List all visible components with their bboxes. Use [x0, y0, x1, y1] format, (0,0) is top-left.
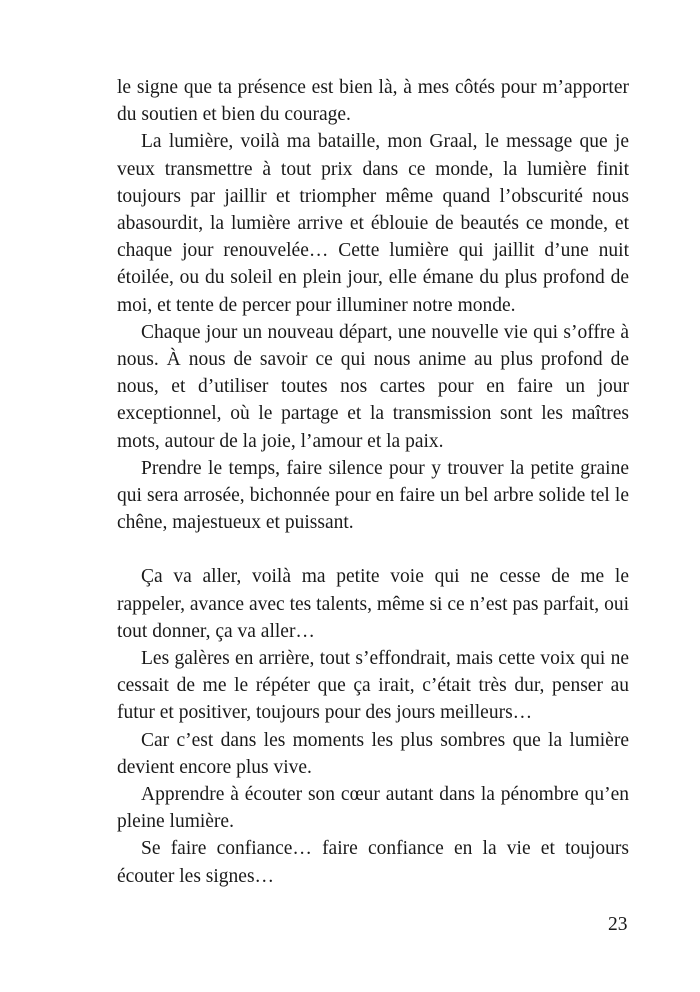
page-number: 23: [608, 914, 628, 935]
paragraph-9: Se faire confiance… faire confiance en la vie et toujours écouter les signes…: [117, 838, 629, 887]
paragraph-5: Ça va aller, voilà ma petite voie qui ne cesse de me le rappeler, avance avec tes talents, même si ce n’est pas parfait, oui tout donner, ça va aller…: [117, 566, 629, 642]
paragraph-4: Prendre le temps, faire silence pour y trouver la petite graine qui sera arrosée, bichonnée pour en faire un bel arbre solide tel le chêne, majestueux et puissant.: [117, 457, 629, 534]
paragraph-2: La lumière, voilà ma bataille, mon Graal, le message que je veux transmettre à tout prix dans ce monde, la lumière finit toujours par jaillir et triompher même quand l’obscurité nous abasourdit, la lumière arrive et éblouie de beautés ce monde, et chaque jour renouvelée… Cette lumière qui jaillit d’une nuit étoilée, ou du soleil en plein jour, elle émane du plus profond de moi, et tente de percer pour illuminer notre monde.: [117, 131, 629, 316]
paragraph-3: Chaque jour un nouveau départ, une nouvelle vie qui s’offre à nous. À nous de savoir ce qui nous anime au plus profond de nous, et d’utiliser toutes nos cartes pour en faire un jour exceptionnel, où le partage et la transmission sont les maîtres mots, autour de la joie, l’amour et la paix.: [117, 321, 629, 452]
paragraph-8: Apprendre à écouter son cœur autant dans la pénombre qu’en pleine lumière.: [117, 784, 629, 833]
paragraph-1: le signe que ta présence est bien là, à mes côtés pour m’apporter du soutien et bien du courage.: [117, 77, 629, 126]
paragraph-7: Car c’est dans les moments les plus sombres que la lumière devient encore plus vive.: [117, 729, 629, 778]
paragraph-6: Les galères en arrière, tout s’effondrait, mais cette voix qui ne cessait de me le répéter que ça irait, c’était très dur, penser au futur et positiver, toujours pour des jours meilleurs…: [117, 648, 629, 724]
page-body: [117, 74, 629, 890]
